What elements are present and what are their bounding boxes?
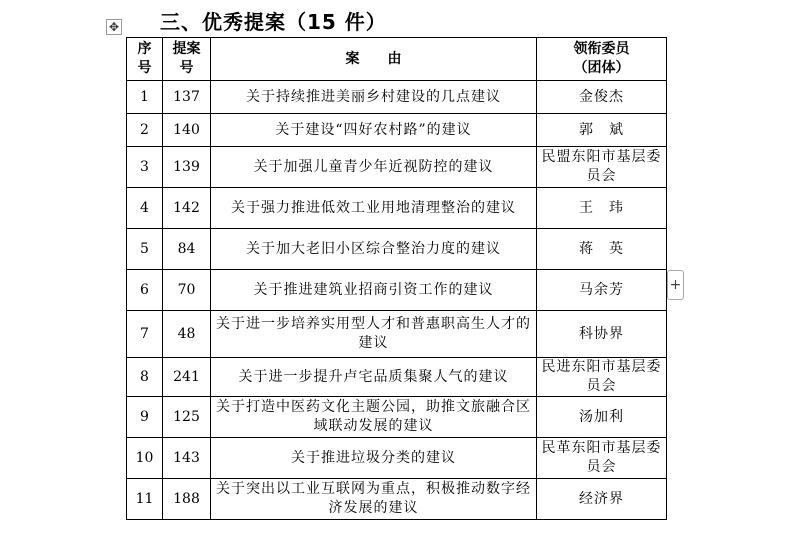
header-proposer [537,38,667,81]
cell-index: 2 [127,114,163,147]
table-row [127,114,667,147]
table-row [127,438,667,479]
cell-index: 9 [127,397,163,438]
cell-number: 139 [163,147,211,188]
header-subject: 案 由 [211,38,537,81]
cell-number: 140 [163,114,211,147]
cell-subject: 关于突出以工业互联网为重点，积极推动数字经济发展的建议 [211,479,537,520]
table-row [127,270,667,311]
cell-number: 84 [163,229,211,270]
cell-index: 4 [127,188,163,229]
cell-number: 125 [163,397,211,438]
table-row [127,311,667,358]
cell-number: 143 [163,438,211,479]
cell-index: 5 [127,229,163,270]
cell-subject: 关于推进建筑业招商引资工作的建议 [211,270,537,311]
cell-subject: 关于进一步提升卢宅品质集聚人气的建议 [211,358,537,397]
header-index [127,38,163,81]
cell-subject: 关于建设“四好农村路”的建议 [211,114,537,147]
cell-index: 11 [127,479,163,520]
cell-proposer: 经济界 [537,479,667,520]
table-row [127,81,667,114]
cell-subject: 关于持续推进美丽乡村建设的几点建议 [211,81,537,114]
cell-index: 3 [127,147,163,188]
table-row [127,397,667,438]
header-number-line2: 号 [179,60,194,76]
cell-subject: 关于打造中医药文化主题公园，助推文旅融合区域联动发展的建议 [211,397,537,438]
cell-proposer: 郭 斌 [537,114,667,147]
table-move-handle-icon[interactable]: ✥ [106,19,122,35]
cell-proposer: 王 玮 [537,188,667,229]
cell-subject: 关于推进垃圾分类的建议 [211,438,537,479]
cell-index: 1 [127,81,163,114]
table-row [127,479,667,520]
cell-proposer: 马余芳 [537,270,667,311]
header-index-line2: 号 [137,60,152,76]
header-number-line1: 提案 [172,41,201,57]
cell-proposer: 蒋 英 [537,229,667,270]
cell-index: 6 [127,270,163,311]
cell-number: 48 [163,311,211,358]
cell-proposer: 科协界 [537,311,667,358]
cell-proposer: 民盟东阳市基层委员会 [537,147,667,188]
table-row [127,147,667,188]
header-proposer-line1: 领衔委员 [573,41,630,57]
cell-subject: 关于加强儿童青少年近视防控的建议 [211,147,537,188]
add-row-plus-icon[interactable]: + [667,270,684,300]
cell-number: 142 [163,188,211,229]
cell-proposer: 民革东阳市基层委员会 [537,438,667,479]
table-row [127,358,667,397]
cell-number: 137 [163,81,211,114]
section-heading: 三、优秀提案（15 件） [160,10,387,34]
cell-number: 70 [163,270,211,311]
header-index-line1: 序 [137,41,152,57]
cell-proposer: 汤加利 [537,397,667,438]
cell-index: 10 [127,438,163,479]
cell-index: 7 [127,311,163,358]
cell-subject: 关于强力推进低效工业用地清理整治的建议 [211,188,537,229]
cell-subject: 关于加大老旧小区综合整治力度的建议 [211,229,537,270]
table-row [127,188,667,229]
cell-index: 8 [127,358,163,397]
header-proposer-line2: （团体） [573,60,630,76]
table-header-row [127,38,667,81]
cell-proposer: 金俊杰 [537,81,667,114]
header-number [163,38,211,81]
proposal-table [126,37,667,520]
cell-number: 188 [163,479,211,520]
cell-proposer: 民进东阳市基层委员会 [537,358,667,397]
table-row [127,229,667,270]
cell-number: 241 [163,358,211,397]
cell-subject: 关于进一步培养实用型人才和普惠职高生人才的建议 [211,311,537,358]
